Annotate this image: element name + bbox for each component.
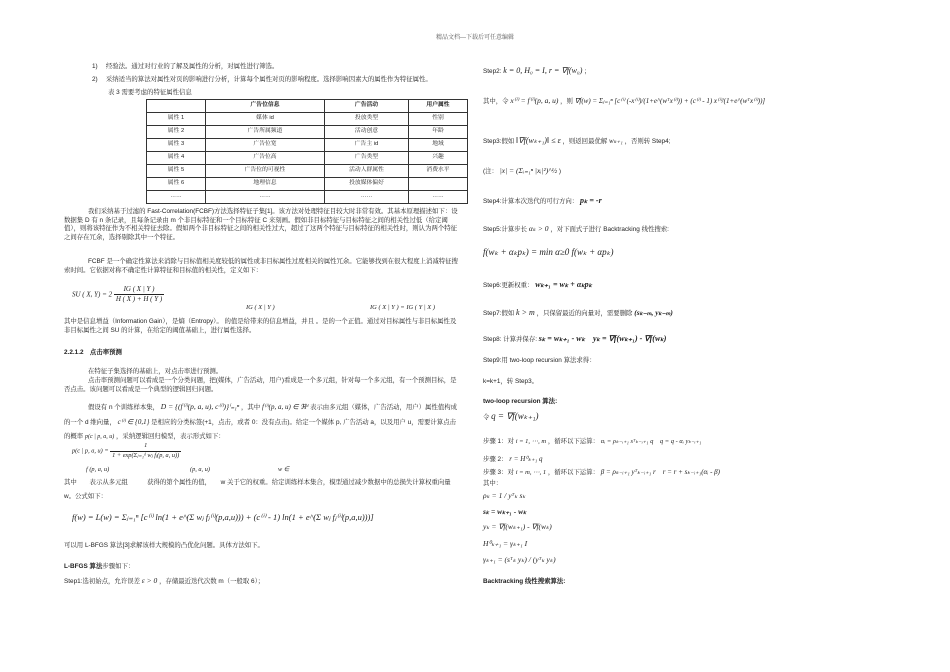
equation-su-left: SU ( X, Y) = 2	[72, 290, 113, 299]
ctr3-d: 是相应的分类标签(+1，点击，或者 0：没有点击)。给定一个媒体 p, 广告活动 a，以及用户 u，需要计算点击的概率	[64, 419, 456, 440]
step3-eq: ‖∇f(wₖ₊₁)‖ ≤ ε	[516, 136, 561, 145]
ctr3-e: ，采纳逻辑回归模型，表示形式如下：	[116, 433, 225, 440]
step-3	[483, 136, 670, 147]
tl-s3: 步骤 3：对	[483, 469, 514, 476]
two-loop-step-1	[483, 438, 701, 447]
step-5	[483, 224, 669, 235]
lbfgs-title-suffix: 步骤如下：	[102, 563, 135, 570]
tl-ling: 令	[483, 414, 490, 421]
lbfgs-title-text: L-BFGS 算法	[64, 563, 103, 570]
tl-s2-eq: r = H⁰ₖ₊₁ q	[509, 455, 543, 463]
table-cell: 属性 3	[147, 139, 206, 152]
table-cell: 广告类型	[325, 152, 409, 165]
table-cell: 性别	[409, 113, 468, 126]
table-cell: 广告所属频道	[206, 126, 325, 139]
step-2	[483, 66, 591, 77]
step5-text-b: ，对下面式子进行 Backtracking 线性搜索:	[550, 226, 669, 233]
paragraph-fcbf-1: 我们采纳基于过滤的 Fast-Correlation(FCBF)方法选择特征子集[1]。该方法对处理特征目较大时非常有效。其基本原理描述如下：设数据集 D 有 n 条记录，且每条记录由 m 个非目标特征和一个目标特征 C 来刻画。假如非目标特征与目标特征之间的相关性过低（给定阈值），则将该特征作为不相关特征去除。假如两个非目标特征之间的相关性过大，超过了这两个特征与目标特征的相关性时，则认为两个特征之间存在冗余，选择剔除其中一个特征。	[64, 208, 458, 241]
step4-text: Step4:计算本次迭代的可行方向：	[483, 198, 579, 205]
where1-text-b: ，则	[560, 98, 573, 105]
table-cell: 活动创意	[325, 126, 409, 139]
tl-s3-eq: i = m, ⋯, 1	[515, 469, 547, 476]
where1-eq: x⁽ⁱ⁾ = f⁽ⁱ⁾(p, a, u)	[510, 96, 559, 105]
ctr3-b: ，其中	[241, 404, 261, 411]
gradient-eq: ∇f(w) = Σⱼ₌₁ⁿ [c⁽ⁱ⁾ (-x⁽ⁱ⁾)/(1+e^(wᵀx⁽ⁱ⁾)) + (c⁽ⁱ⁾ - 1) x⁽ⁱ⁾/(1+e^(wᵀx⁽ⁱ⁾))]	[574, 97, 766, 105]
table-cell: 广告位的可视性	[206, 165, 325, 178]
eq-f-pau: f (p, a, u)	[86, 466, 110, 473]
step1-text-b: ，存储最近迭代次数 m（一般取 6）；	[159, 578, 265, 585]
tl-s1-eq2: αᵢ = ρₖ₋ᵢ₊₁ sᵀₖ₋ᵢ₊₁ q q = q - αᵢ yₖ₋ᵢ₊₁	[600, 438, 702, 445]
table-cell: 年龄	[409, 126, 468, 139]
table-cell: ……	[325, 191, 409, 204]
step6-eq: wₖ₊₁ = wₖ + αₖpₖ	[535, 280, 593, 289]
table-cell: 属性 6	[147, 178, 206, 191]
page-header: 精品文档---下载后可任意编辑	[436, 35, 514, 41]
step4-eq: pₖ = -r	[579, 196, 602, 205]
logit-den: 1 + exp(Σⱼ₌₁ᵈ wⱼ fⱼ(p, a, u))	[112, 451, 180, 459]
lbfgs-step-1	[64, 576, 264, 587]
list-item-1: 1) 经验法。通过对行业的了解及属性的分析，对属性进行筛选。	[92, 63, 279, 70]
where1-text: 其中，令	[483, 98, 509, 105]
equation-su	[72, 285, 164, 305]
table-row	[147, 139, 468, 152]
tl-s1: 步骤 1：对	[483, 438, 514, 445]
step5-eq2: f(wₖ + αₖpₖ) = min α≥0 f(wₖ + αpₖ)	[483, 247, 614, 257]
step-4	[483, 196, 602, 207]
paragraph-lbfgs: 可以用 L-BFGS 算法[3]求解该样大规模的凸优化问题。具体方法如下。	[64, 542, 264, 549]
table-cell: 属性 5	[147, 165, 206, 178]
step3-eq2: wₖ₊₁	[609, 137, 623, 145]
backtracking-title: Backtracking 线性搜索算法:	[483, 578, 566, 585]
table-cell: ……	[206, 191, 325, 204]
step-2-where	[483, 96, 765, 107]
paragraph-ctr-2: 点击率预测问题可以看成是一个分类问题，把(媒体，广告活动，用户)看成是一个多元组，针对每一个多元组，有一个预测目标，是否点击。该问题可以看成是一个典型的逻辑回归问题。	[64, 377, 457, 393]
logit-fraction	[110, 442, 181, 460]
equation-loss: f(w) = L(w) = Σⱼ₌₁ⁿ [c⁽ⁱ⁾ ln(1 + e^(Σ wⱼ fⱼ⁽ⁱ⁾(p,a,u))) + (c⁽ⁱ⁾ - 1) ln(1 + e^(Σ wⱼ fⱼ⁽ⁱ⁾(p,a,u)))]	[72, 512, 374, 522]
step5-text: Step5:计算步长	[483, 226, 528, 233]
table-header: 广告活动	[325, 100, 409, 113]
equation-f-in-r: f⁽ⁱ⁾(p, a, u) ∈ ℜᵈ	[261, 403, 309, 411]
step-10: k=k+1，转 Step3。	[483, 378, 539, 385]
table-cell: 兴趣	[409, 152, 468, 165]
table-cell: 投放类型	[325, 113, 409, 126]
table-cell: 活动人群属性	[325, 165, 409, 178]
tl-q-eq: q = ∇f(wₖ₊₁)	[491, 411, 539, 421]
step7-text: Step7:假如	[483, 310, 515, 317]
table-header: 用户属性	[409, 100, 468, 113]
ctr3-c: 表示由多元组（媒体，广告活动，用户）属性值构成的一个 d 维向量，	[64, 404, 458, 426]
two-loop-eq-5: γₖ₊₁ = (sᵀₖ yₖ) / (yᵀₖ yₖ)	[483, 555, 556, 564]
section-title: 2.2.1.2 点击率预测	[64, 349, 122, 356]
table-cell: 地理信息	[206, 178, 325, 191]
two-loop-eq-1: ρₖ = 1 / yᵀₖ sₖ	[483, 491, 526, 500]
table-row	[147, 152, 468, 165]
tl-s3-eq2: β = ρₖ₋ᵢ₊₁ yᵀₖ₋ᵢ₊₁ r r = r + sₖ₋ᵢ₊₁(αᵢ - β)	[600, 468, 720, 476]
step7-eq: k > m	[516, 308, 535, 317]
equation-su-den: H ( X ) + H ( Y )	[115, 295, 163, 304]
table-cell	[409, 178, 468, 191]
ig-expr-2: IG ( X | Y ) = IG ( Y | X )	[370, 304, 436, 311]
two-loop-q	[483, 410, 538, 423]
table-row	[147, 165, 468, 178]
step5-eq: αₖ > 0	[528, 224, 549, 233]
equation-p: p(c | p, a, u)	[84, 434, 115, 440]
tl-s2: 步骤 2：	[483, 456, 508, 463]
note-end: )	[558, 168, 562, 175]
step3-text: Step3:假如	[483, 138, 515, 145]
step2-label: Step2:	[483, 68, 502, 75]
step6-text: Step6:更新权重：	[483, 282, 534, 289]
attribute-table	[146, 99, 468, 204]
tl-s3-b: ，循环以下运算：	[547, 469, 599, 476]
table-cell: 消费水平	[409, 165, 468, 178]
step8-text: Step8: 计算并保存:	[483, 336, 537, 343]
eq-w: w ∈	[278, 466, 290, 473]
step7-text-b: ，只保留最近的向量对，需要删除	[536, 310, 633, 317]
equation-su-fraction	[114, 285, 164, 305]
table-caption: 表 3 需要考虑的特征属性信息	[108, 89, 192, 96]
step2-end: ；	[584, 68, 591, 75]
step2-eq: k = 0, H₀ = I, r = ∇f(w₀)	[503, 66, 583, 75]
table-row	[147, 126, 468, 139]
step3-text-c: ，否则转 Step4;	[624, 138, 671, 145]
note-text: (注：	[483, 168, 498, 175]
two-loop-step-2	[483, 455, 542, 465]
two-loop-title: two-loop recursion 算法:	[483, 398, 558, 405]
table-cell: 属性 2	[147, 126, 206, 139]
step1-eq: ε > 0	[141, 576, 158, 585]
table-cell: 广告位宽	[206, 139, 325, 152]
note	[483, 166, 561, 177]
step-9: Step9:用 two-loop recursion 算法求得：	[483, 357, 596, 364]
two-loop-step-3	[483, 468, 720, 478]
step-7	[483, 308, 673, 319]
table-row	[147, 113, 468, 126]
tl-s1-b: ，循环以下运算：	[547, 438, 599, 445]
step1-text: Step1:选初始点，允许误差	[64, 578, 140, 585]
ctr3-a: 假设有 n 个训练样本集，	[88, 404, 160, 411]
step-6	[483, 280, 592, 291]
table-header: 广告位信息	[206, 100, 325, 113]
two-loop-where: 其中：	[483, 480, 503, 487]
list-item-2: 2) 采纳适当的算法对属性对页的影响进行分析，计算每个属性对页的影响程度。选择影响因素大的属性作为特征属性。	[92, 76, 432, 83]
table-row	[147, 191, 468, 204]
two-loop-eq-2: sₖ = wₖ₊₁ - wₖ	[483, 507, 527, 516]
note-eq: |x| = (Σᵢ₌₁ⁿ |xᵢ|²)^½	[499, 166, 558, 175]
step7-eq2: (sₖ₋ₘ, yₖ₋ₘ)	[634, 308, 673, 317]
logit-left: p(c | p, a, u) =	[72, 447, 109, 455]
paragraph-fcbf-2: FCBF 是一个确定性算法来消除与目标值相关度较低的属性或非目标属性过度相关的属性冗余。它能够找到在很大程度上消减特征搜索时间。它依据对称不确定性计算特征和目标值的相关性，定义如下：	[64, 258, 458, 274]
table-cell: 广告位高	[206, 152, 325, 165]
ig-expr-1: IG ( X | Y )	[246, 304, 275, 311]
table-cell: 属性 4	[147, 152, 206, 165]
logit-num: 1	[110, 442, 181, 452]
paragraph-ig: 其中是信息增益（Information Gain），是熵（Entropy）。 的值是给带来的信息增益，并且 。是的一个正值。通过对目标属性与非目标属性及非目标属性之间 SU 的计算，在给定的阈值基础上，进行属性选择。	[64, 318, 457, 334]
table-header-row	[147, 100, 468, 113]
table-cell: 地域	[409, 139, 468, 152]
paragraph-ctr-1: 在特征子集选择的基础上，对点击率进行预测。	[88, 368, 223, 375]
table-cell: 媒体 id	[206, 113, 325, 126]
step3-text-b: ，则返回最优解	[562, 138, 608, 145]
table-row	[147, 178, 468, 191]
table-cell: 广告主 id	[325, 139, 409, 152]
table-cell: 属性 1	[147, 113, 206, 126]
table-cell: ……	[409, 191, 468, 204]
equation-su-num: IG ( X | Y )	[114, 285, 164, 295]
eq-pau: (p, a, u)	[190, 466, 210, 473]
two-loop-eq-4: H⁰ₖ₊₁ = γₖ₊₁ I	[483, 539, 528, 548]
equation-c: c⁽ⁱ⁾ ∈ {0,1}	[117, 418, 150, 426]
lbfgs-title	[64, 563, 134, 572]
step-8	[483, 334, 666, 345]
paragraph-where: 其中 表示从多元组 获得的第个属性的值， w 关于它的权重。给定训练样本集合，模型通过减少数据中的总损失计算权重向量 w。公式如下：	[64, 479, 451, 500]
table-header	[147, 100, 206, 113]
step8-eq: sₖ = wₖ₊₁ - wₖ yₖ = ∇f(wₖ₊₁) - ∇f(wₖ)	[538, 334, 667, 343]
equation-d: D = {(f⁽ⁱ⁾(p, a, u), c⁽ⁱ⁾)}ⁱ₌₁ⁿ	[160, 402, 240, 411]
two-loop-eq-3: yₖ = ∇f(wₖ₊₁) - ∇f(wₖ)	[483, 522, 552, 531]
equation-logit	[72, 442, 181, 460]
table-cell: ……	[147, 191, 206, 204]
paragraph-ctr-3	[64, 400, 462, 444]
table-cell: 投放媒体偏好	[325, 178, 409, 191]
tl-s1-eq: i = 1, ⋯, m	[515, 438, 547, 445]
